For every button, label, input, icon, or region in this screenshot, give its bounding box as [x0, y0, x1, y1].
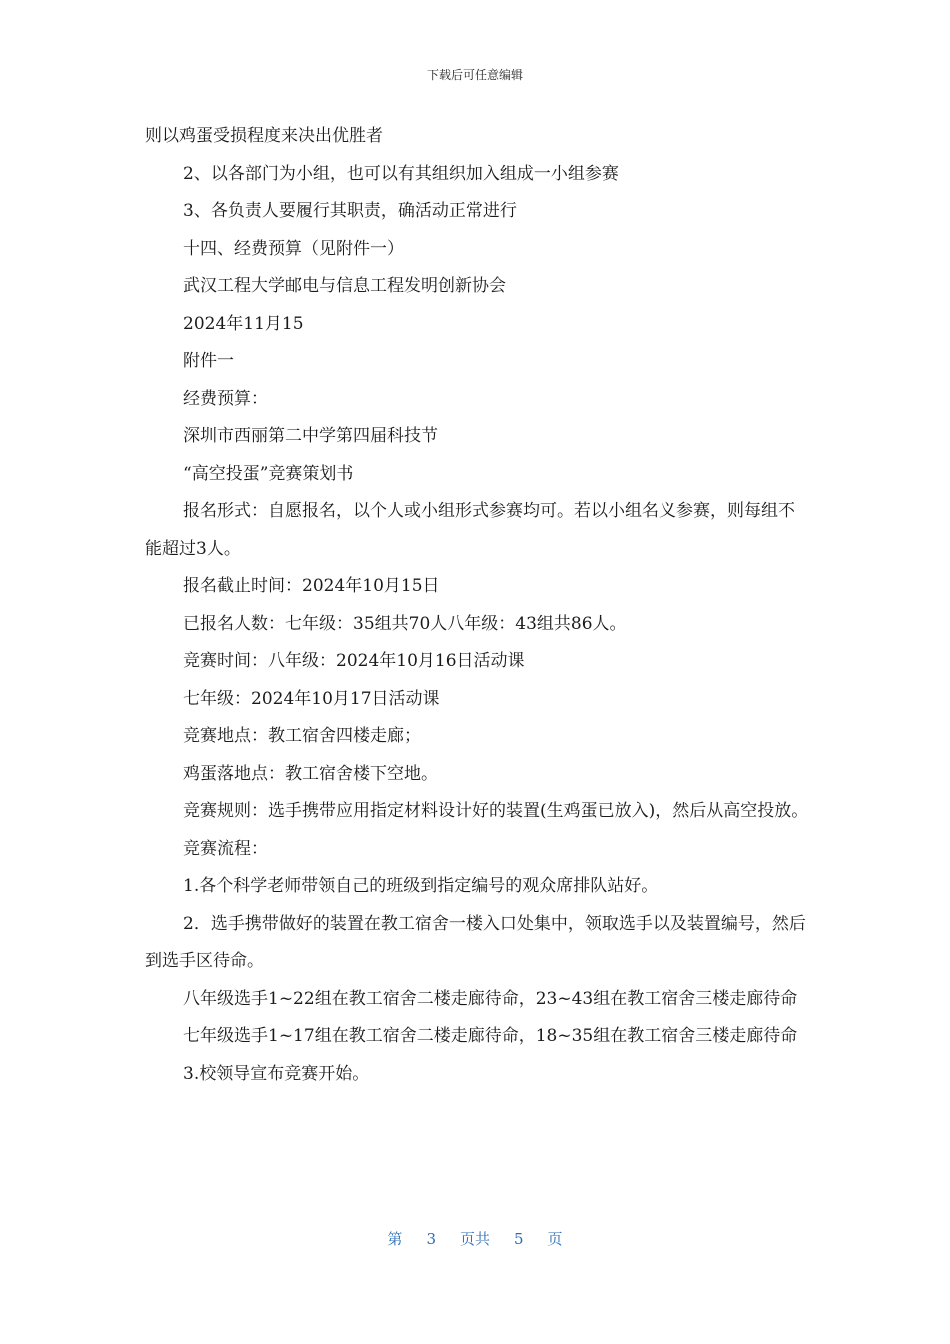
paragraph: “高空投蛋”竞赛策划书	[183, 463, 354, 484]
paragraph: 八年级选手1~22组在教工宿舍二楼走廊待命，23~43组在教工宿舍三楼走廊待命	[183, 988, 798, 1009]
paragraph: 2．选手携带做好的装置在教工宿舍一楼入口处集中，领取选手以及装置编号，然后到选手区待命。	[145, 913, 806, 971]
paragraph: 则以鸡蛋受损程度来决出优胜者	[145, 126, 383, 146]
page-number-total: 5	[514, 1230, 524, 1248]
paragraph: 鸡蛋落地点：教工宿舍楼下空地。	[183, 763, 438, 784]
page-header: 下载后可任意编辑	[426, 68, 523, 82]
page-number-current: 3	[426, 1230, 436, 1248]
page-label-prefix: 第	[387, 1230, 403, 1248]
paragraph: 2、以各部门为小组，也可以有其组织加入组成一小组参赛	[183, 163, 619, 184]
paragraph: 报名形式：自愿报名，以个人或小组形式参赛均可。若以小组名义参赛，则每组不能超过3人。	[145, 501, 795, 559]
paragraph: 武汉工程大学邮电与信息工程发明创新协会	[183, 276, 506, 296]
page-label-suffix: 页	[547, 1230, 563, 1248]
paragraph: 深圳市西丽第二中学第四届科技节	[183, 426, 438, 446]
paragraph: 2024年11月15	[183, 313, 304, 334]
page-footer	[0, 1228, 950, 1249]
paragraph: 竞赛地点：教工宿舍四楼走廊；	[183, 726, 421, 746]
paragraph: 1.各个科学老师带领自己的班级到指定编号的观众席排队站好。	[183, 876, 659, 896]
paragraph: 已报名人数：七年级：35组共70人八年级：43组共86人。	[183, 613, 627, 634]
paragraph: 十四、经费预算（见附件一）	[183, 238, 404, 259]
paragraph: 报名截止时间：2024年10月15日	[183, 576, 440, 596]
paragraph: 附件一	[183, 351, 234, 371]
paragraph: 经费预算：	[183, 388, 268, 409]
paragraph: 3、各负责人要履行其职责，确活动正常进行	[183, 201, 517, 221]
paragraph: 竞赛时间：八年级：2024年10月16日活动课	[183, 651, 525, 671]
paragraph: 3.校领导宣布竞赛开始。	[183, 1063, 370, 1084]
document-body	[145, 118, 810, 1093]
paragraph: 七年级选手1~17组在教工宿舍二楼走廊待命，18~35组在教工宿舍三楼走廊待命	[183, 1026, 798, 1046]
paragraph: 竞赛规则：选手携带应用指定材料设计好的装置(生鸡蛋已放入)，然后从高空投放。	[183, 801, 809, 821]
page-label-middle: 页共	[459, 1230, 490, 1248]
paragraph: 竞赛流程：	[183, 838, 268, 859]
paragraph: 七年级：2024年10月17日活动课	[183, 688, 440, 709]
